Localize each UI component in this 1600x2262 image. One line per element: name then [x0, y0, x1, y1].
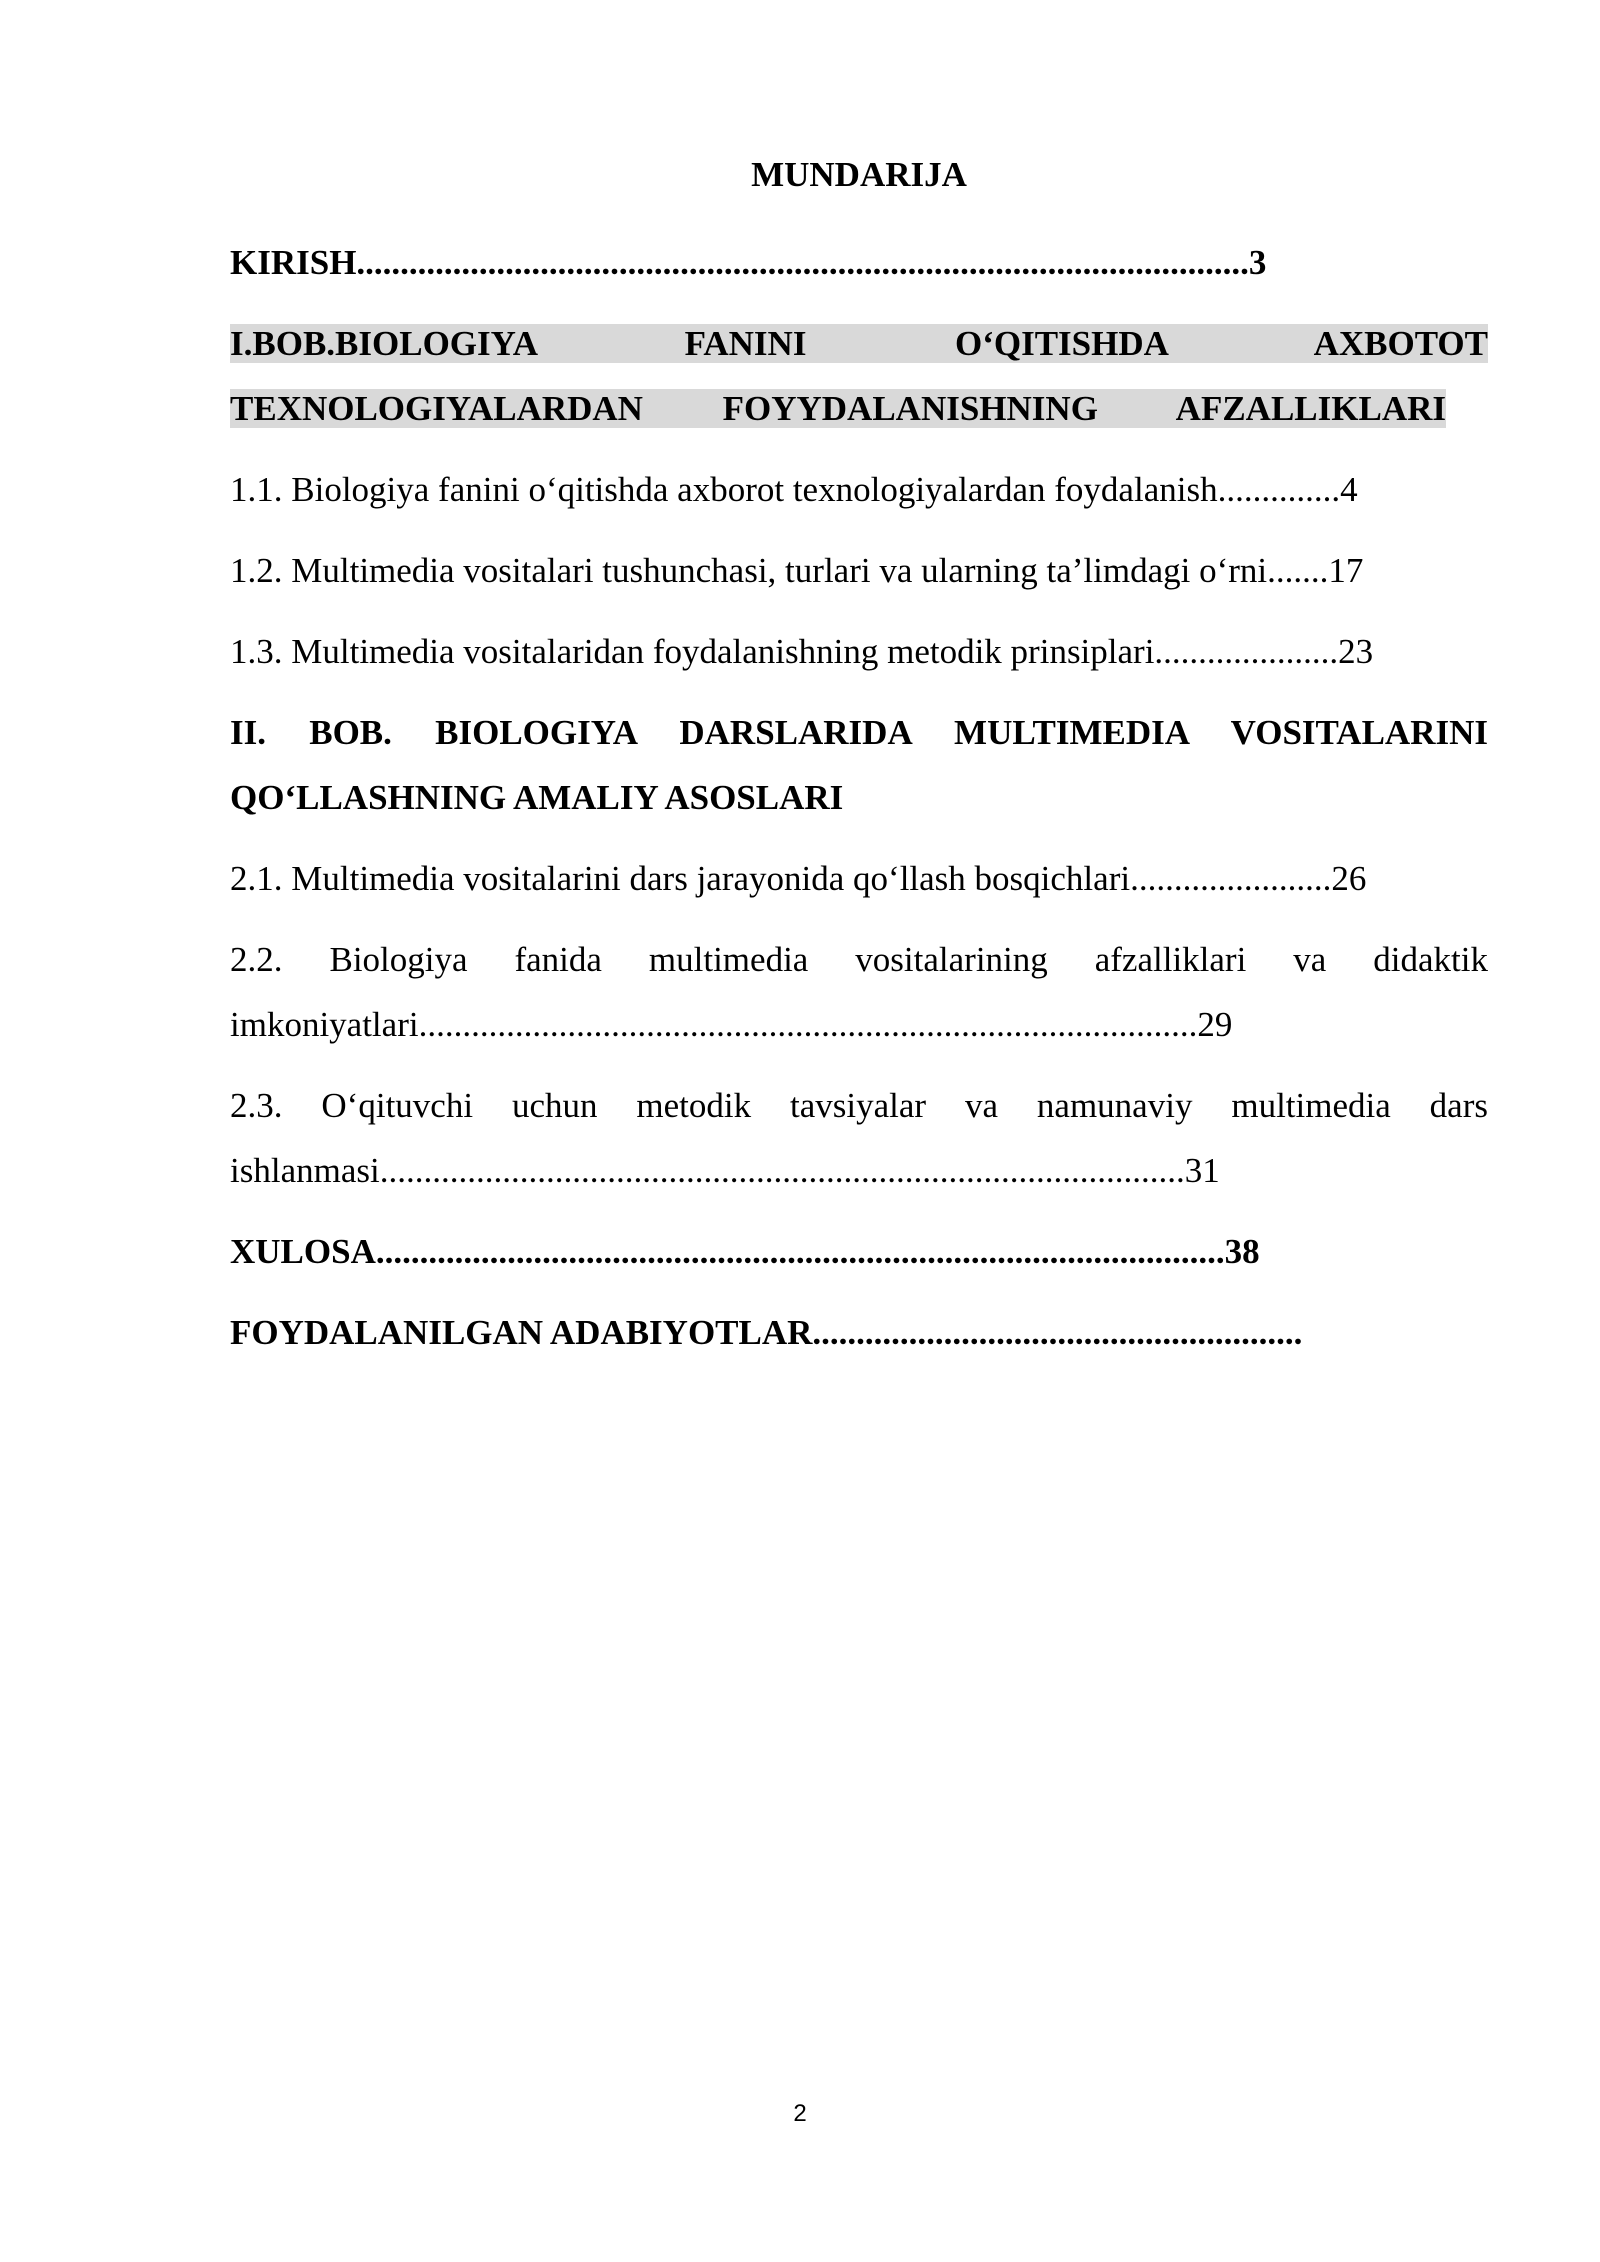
page-number: 2 [793, 2100, 807, 2127]
chapter-1-line-1-text: I.BOB.BIOLOGIYA FANINI O‘QITISHDA AXBOTOT [230, 324, 1488, 363]
chapter-1-line-1 [230, 311, 1488, 376]
toc-entry-2-1: 2.1. Multimedia vositalarini dars jarayonida qo‘llash bosqichlari.......................26 [230, 859, 1367, 898]
toc-entry-2-2-line-1: 2.2. Biologiya fanida multimedia vositalarining afzalliklari va didaktik [230, 940, 1488, 979]
toc-entry-2-3-line-2: ishlanmasi............................................................................................31 [230, 1151, 1220, 1190]
toc-chapter-2 [230, 700, 1488, 830]
toc-entry-xulosa: XULOSA.................................................................................................38 [230, 1232, 1260, 1271]
toc-chapter-1 [230, 311, 1488, 441]
toc-entry-adabiyotlar: FOYDALANILGAN ADABIYOTLAR........................................................ [230, 1313, 1303, 1352]
chapter-1-line-2 [230, 376, 1446, 441]
page-title: MUNDARIJA [751, 155, 967, 194]
toc-entry-1-1: 1.1. Biologiya fanini o‘qitishda axborot texnologiyalardan foydalanish..............4 [230, 470, 1358, 509]
toc-entry-1-2: 1.2. Multimedia vositalari tushunchasi, turlari va ularning ta’limdagi o‘rni.......17 [230, 551, 1364, 590]
toc-entry-2-2 [230, 927, 1488, 1057]
toc-entry-2-3-line-1: 2.3. O‘qituvchi uchun metodik tavsiyalar va namunaviy multimedia dars [230, 1086, 1488, 1125]
chapter-1-line-2-text: TEXNOLOGIYALARDAN FOYYDALANISHNING AFZALLIKLARI [230, 389, 1446, 428]
toc-entry-2-3 [230, 1073, 1488, 1203]
toc-entry-2-2-line-2: imkoniyatlari.........................................................................................29 [230, 1005, 1233, 1044]
chapter-2-line-2: QO‘LLASHNING AMALIY ASOSLARI [230, 778, 844, 817]
chapter-2-line-1: II. BOB. BIOLOGIYA DARSLARIDA MULTIMEDIA VOSITALARINI [230, 713, 1488, 752]
toc-entry-1-3: 1.3. Multimedia vositalaridan foydalanishning metodik prinsiplari.....................23 [230, 632, 1374, 671]
toc-entry-kirish: KIRISH......................................................................................................3 [230, 243, 1267, 282]
document-page [230, 150, 1488, 1381]
